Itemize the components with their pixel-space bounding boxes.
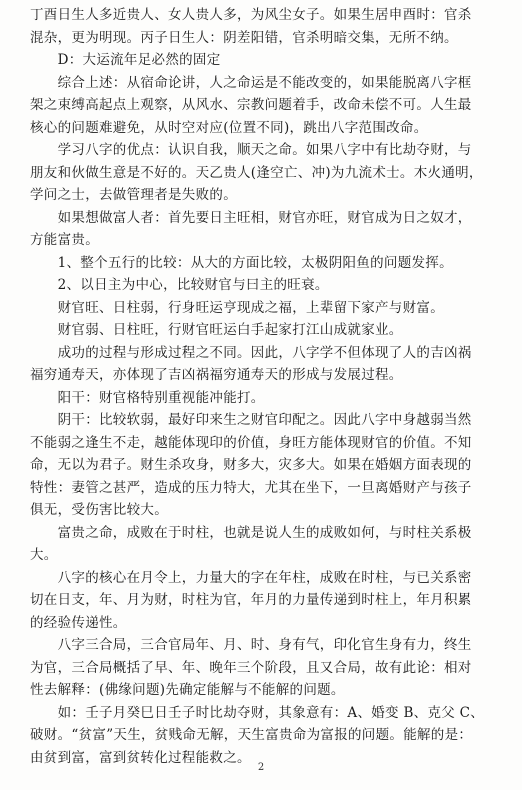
text-line: 富贵之命，成败在于时柱，也就是说人生的成败如何，与时柱关系极	[30, 524, 472, 541]
page-number: 2	[257, 762, 265, 773]
text-line: 由贫到富，富到贫转化过程能救之。	[30, 749, 251, 766]
text-line: 方能富贵。	[30, 232, 99, 248]
text-line: 阴干：比较软弱，最好印来生之财官印配之。因此八字中身越弱当然	[30, 412, 472, 428]
text-line: 2、以日主为中心，比较财官与曰主的旺衰。	[30, 277, 329, 293]
text-line: 阳干：财官格特别重视能冲能打。	[30, 389, 265, 406]
text-line: 不能弱之逢生不走，越能体现印的价值，身旺方能体现财官的价值。不知	[30, 434, 472, 451]
text-line: D：大运流年足必然的固定	[30, 52, 221, 68]
text-line: 财官旺、日柱弱，行身旺运亨现成之福，上辈留下家产与财富。	[30, 299, 444, 316]
text-line: 大。	[30, 547, 58, 563]
text-line: 学习八字的优点：认识自我，顺天之命。如果八字中有比劫夺财，与	[30, 142, 472, 158]
text-line: 核心的问题难避免，从时空对应(位置不同)，跳出八字范围改命。	[30, 119, 428, 136]
text-line: 架之束缚高起点上观察，从风水、宗教问题着手，改命未偿不可。人生最	[30, 97, 472, 113]
text-line: 1、整个五行的比较：从大的方面比较，太极阴阳鱼的问题发挥。	[30, 254, 453, 271]
text-line: 俱无，受伤害比较大。	[30, 502, 168, 518]
text-line: 八字的核心在月令上，力量大的字在年柱，成败在时柱，与已关系密	[30, 569, 472, 586]
text-line: 综合上述：从宿命论讲，人之命运是不能改变的，如果能脱离八字框	[30, 74, 472, 91]
text-line: 福穷通寿天，亦体现了吉凶祸福穷通寿天的形成与发展过程。	[30, 367, 403, 383]
text-line: 成功的过程与形成过程之不同。因此，八字学不但体现了人的吉凶祸	[30, 344, 472, 361]
text-line: 特性：妻管之甚严，造成的压力特大，尤其在坐下，一旦离婚财产与孩子	[30, 479, 472, 496]
text-line: 八字三合局，三合官局年、月、时、身有气，印化官生身有力，终生	[30, 637, 472, 653]
text-line: 性去解释：(佛缘问题)先确定能解与不能解的问题。	[30, 682, 345, 698]
text-line: 如果想做富人者：首先要日主旺相，财官亦旺，财官成为日之奴才，	[30, 209, 472, 226]
text-line: 财官弱、日柱旺，行财官旺运白手起家打江山成就家业。	[30, 322, 403, 338]
text-line: 破财。“贫富”天生，贫贱命无解，天生富贵命为富报的问题。能解的是：	[30, 727, 473, 743]
body-text	[30, 4, 500, 769]
text-line: 切在日支，年、月为财，时柱为官，年月的力量传递到时柱上，年月积累	[30, 592, 472, 608]
text-line: 的经验传递性。	[30, 614, 127, 631]
text-line: 混杂，更为明现。丙子日生人：阴差阳错，官杀明暗交集，无所不纳。	[30, 29, 458, 46]
text-line: 丁酉日生人多近贵人、女人贵人多，为风尘女子。如果生居申酉时：官杀	[30, 7, 472, 23]
text-line: 朋友和伙做生意是不好的。天乙贵人(逢空亡、冲)为九流术士。木火通明，	[30, 164, 483, 181]
text-line: 命，无以为君子。财生杀攻身，财多大，灾多大。如果在婚姻方面表现的	[30, 457, 472, 473]
text-line: 学问之士，去做管理者是失败的。	[30, 187, 237, 203]
text-line: 为官，三合局概括了早、年、晚年三个阶段，且又合局，故有此论：相对	[30, 659, 472, 676]
text-line: 如：壬子月癸巳日壬子时比劫夺财，其象意有：A、婚变 B、克父 C、	[30, 704, 485, 721]
